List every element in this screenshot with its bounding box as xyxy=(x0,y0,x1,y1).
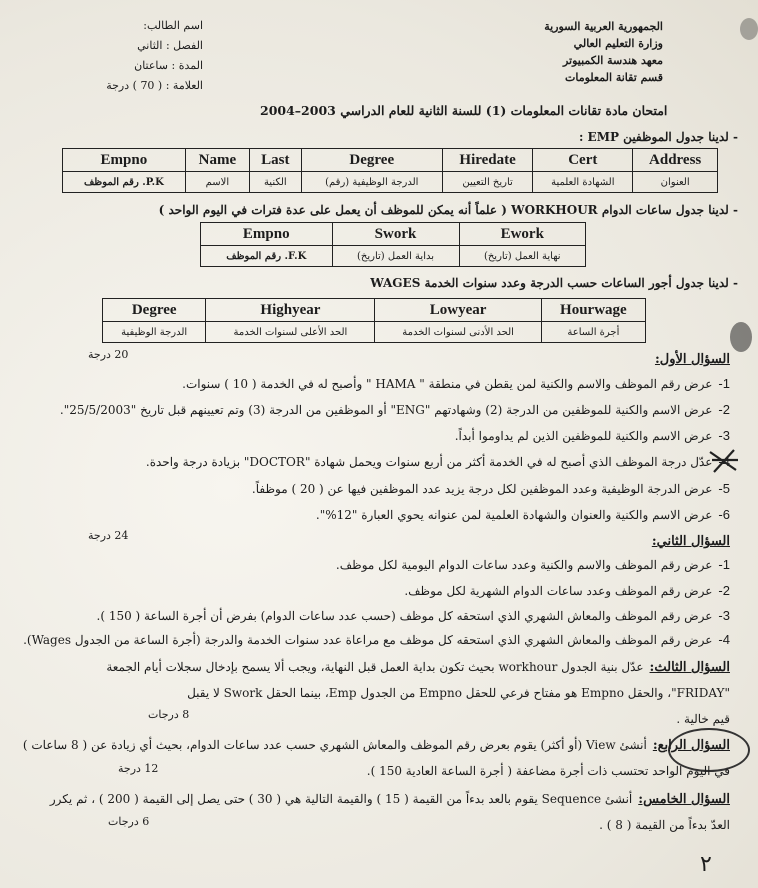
emp-cell: الدرجة الوظيفية (رقم) xyxy=(301,172,442,193)
q2-item xyxy=(336,557,730,572)
workhour-table-intro: - لدينا جدول ساعات الدوام WORKHOUR ( علماً أنه يمكن للموظف أن يعمل على عدة فترات في اليوم الواحد ) xyxy=(158,203,738,217)
q1-item-text: عرض الدرجة الوظيفية وعدد الموظفين لكل درجة يزيد عدد الموظفين فيها عن ( 20 ) موظفاً. xyxy=(251,482,713,496)
emp-cell: الاسم xyxy=(185,172,249,193)
emp-desc-row xyxy=(63,172,718,193)
q3-line: "FRIDAY"، والحقل Empno هو مفتاح فرعي للحقل Empno من الجدول Emp، بينما الحقل Swork لا يقبل xyxy=(187,686,730,700)
wages-cell: أجرة الساعة xyxy=(541,322,645,343)
q1-item xyxy=(252,481,730,496)
wages-col-highyear: Highyear xyxy=(206,299,375,322)
semester-label: الفصل : الثاني xyxy=(137,39,203,52)
workhour-cell: F.K. رقم الموظف xyxy=(201,246,333,267)
emp-cell: الكنية xyxy=(250,172,302,193)
q2-title: السؤال الثاني: xyxy=(651,534,730,549)
header-line: قسم تقانة المعلومات xyxy=(565,71,663,84)
q4-line xyxy=(23,738,730,753)
workhour-cell: بداية العمل (تاريخ) xyxy=(332,246,459,267)
q2-item xyxy=(97,608,730,623)
q1-item-text: عرض الاسم والكنية للموظفين الذين لم يداوموا أبداً. xyxy=(454,429,713,443)
q4-title: السؤال الرابع: xyxy=(652,738,730,753)
student-info-header xyxy=(106,16,203,96)
header-line: الجمهورية العربية السورية xyxy=(544,20,663,33)
q1-item xyxy=(455,428,730,443)
q1-item-number: 2- xyxy=(718,402,730,417)
q1-item xyxy=(60,402,730,417)
q1-item-number: 6- xyxy=(718,507,730,522)
q3-line xyxy=(106,660,730,675)
q2-item-number: 2- xyxy=(718,583,730,598)
emp-cell: P.K. رقم الموظف xyxy=(63,172,186,193)
wages-table xyxy=(102,298,646,343)
total-marks-label: العلامة : ( 70 ) درجة xyxy=(106,79,203,92)
q1-item-number: 5- xyxy=(718,481,730,496)
q1-item-number: 4- xyxy=(718,454,730,469)
workhour-col-swork: Swork xyxy=(332,223,459,246)
wages-header-row xyxy=(103,299,646,322)
q2-item-text: عرض رقم الموظف والاسم والكنية وعدد ساعات الدوام اليومية لكل موظف. xyxy=(335,558,713,572)
student-name-label: اسم الطالب: xyxy=(143,19,203,32)
workhour-cell: نهاية العمل (تاريخ) xyxy=(459,246,585,267)
wages-table-intro: - لدينا جدول أجور الساعات حسب الدرجة وعدد سنوات الخدمة WAGES xyxy=(370,276,738,290)
institution-header xyxy=(544,18,663,86)
q1-marks: 20 درجة xyxy=(88,348,129,361)
emp-cell: تاريخ التعيين xyxy=(442,172,532,193)
wages-cell: الحد الأعلى لسنوات الخدمة xyxy=(206,322,375,343)
q3-line-text: عدّل بنية الجدول workhour بحيث تكون بداية العمل قبل النهاية، ويجب ألا يسمح بإدخال سجلات أيام الجمعة xyxy=(106,660,644,674)
q2-item-number: 1- xyxy=(718,557,730,572)
q4-line: في اليوم الواحد تحتسب ذات أجرة مضاعفة ( أجرة الساعة العادية 150 ). xyxy=(366,764,730,778)
q1-item xyxy=(146,454,730,469)
q2-marks: 24 درجة xyxy=(88,529,129,542)
q4-marks: 12 درجة xyxy=(118,762,159,775)
emp-col-address: Address xyxy=(633,149,718,172)
header-line: معهد هندسة الكمبيوتر xyxy=(562,54,663,67)
workhour-desc-row xyxy=(201,246,586,267)
wages-cell: الدرجة الوظيفية xyxy=(103,322,206,343)
workhour-header-row xyxy=(201,223,586,246)
q2-item-number: 4- xyxy=(718,632,730,647)
q1-item-text: عدّل درجة الموظف الذي أصبح له في الخدمة أكثر من أربع سنوات ويحمل شهادة "DOCTOR" بزيادة درجة واحدة. xyxy=(145,455,713,469)
emp-cell: العنوان xyxy=(633,172,718,193)
ink-stain xyxy=(740,18,758,40)
q1-item-text: عرض رقم الموظف والاسم والكنية لمن يقطن في منطقة " HAMA " وأصبح له في الخدمة ( 10 ) سنوات. xyxy=(182,377,713,391)
q3-marks: 8 درجات xyxy=(148,708,190,721)
emp-col-name: Name xyxy=(185,149,249,172)
q2-item-number: 3- xyxy=(718,608,730,623)
ink-stain xyxy=(730,322,752,352)
q5-title: السؤال الخامس: xyxy=(638,792,730,807)
emp-col-cert: Cert xyxy=(533,149,633,172)
wages-col-degree: Degree xyxy=(103,299,206,322)
q1-item-text: عرض الاسم والكنية للموظفين من الدرجة (2) وشهادتهم "ENG" أو الموظفين من الدرجة (3) وتم تعيينهم قبل تاريخ "25/5/2003". xyxy=(59,403,713,417)
emp-col-degree: Degree xyxy=(301,149,442,172)
header-line: وزارة التعليم العالي xyxy=(573,37,663,50)
exam-title: امتحان مادة تقانات المعلومات (1) للسنة الثانية للعام الدراسي 2003–2004 xyxy=(260,103,668,118)
duration-label: المدة : ساعتان xyxy=(134,59,203,72)
wages-col-lowyear: Lowyear xyxy=(375,299,541,322)
emp-table-intro: - لدينا جدول الموظفين EMP : xyxy=(578,130,738,144)
q2-item-text: عرض رقم الموظف والمعاش الشهري الذي استحقه كل موظف مع مراعاة عدد سنوات الخدمة والدرجة (أجرة الساعة من الجدول Wages). xyxy=(23,633,713,647)
q2-item-text: عرض رقم الموظف وعدد ساعات الدوام الشهرية لكل موظف. xyxy=(404,584,713,598)
q3-line: قيم خالية . xyxy=(676,712,730,726)
q1-item xyxy=(182,376,730,391)
emp-header-row xyxy=(63,149,718,172)
handwritten-cross-mark xyxy=(706,446,742,476)
page-number: ٢ xyxy=(700,852,712,877)
workhour-table xyxy=(200,222,586,267)
q5-line: العدّ بدءاً من القيمة ( 8 ) . xyxy=(599,818,730,832)
q5-line xyxy=(50,792,730,807)
emp-table xyxy=(62,148,718,193)
wages-cell: الحد الأدنى لسنوات الخدمة xyxy=(375,322,541,343)
workhour-col-empno: Empno xyxy=(201,223,333,246)
q1-item-text: عرض الاسم والكنية والعنوان والشهادة العلمية لمن عنوانه يحوي العبارة "12%". xyxy=(315,508,713,522)
q2-item xyxy=(404,583,730,598)
emp-col-empno: Empno xyxy=(63,149,186,172)
q4-line-text: أنشئ View (أو أكثر) يقوم بعرض رقم الموظف والمعاش الشهري حسب عدد ساعات الدوام، بحيث أي زيادة عن ( 8 ساعات ) xyxy=(22,738,647,752)
q2-item xyxy=(23,632,730,647)
workhour-col-ework: Ework xyxy=(459,223,585,246)
q1-item-number: 1- xyxy=(718,376,730,391)
q1-item xyxy=(316,507,730,522)
q3-title: السؤال الثالث: xyxy=(649,660,730,675)
q1-item-number: 3- xyxy=(718,428,730,443)
emp-cell: الشهادة العلمية xyxy=(533,172,633,193)
q5-line-text: أنشئ Sequence يقوم بالعد بدءاً من القيمة ( 15 ) والقيمة التالية هي ( 30 ) حتى يصل إلى القيمة ( 200 ) ، ثم يكرر xyxy=(49,792,633,806)
wages-col-hourwage: Hourwage xyxy=(541,299,645,322)
q2-item-text: عرض رقم الموظف والمعاش الشهري الذي استحقه كل موظف (حسب عدد ساعات الدوام) بفرض أن أجرة الساعة ( 150 ). xyxy=(96,609,713,623)
q5-marks: 6 درجات xyxy=(108,815,150,828)
emp-col-last: Last xyxy=(250,149,302,172)
wages-desc-row xyxy=(103,322,646,343)
q1-title: السؤال الأول: xyxy=(654,352,730,367)
emp-col-hiredate: Hiredate xyxy=(442,149,532,172)
